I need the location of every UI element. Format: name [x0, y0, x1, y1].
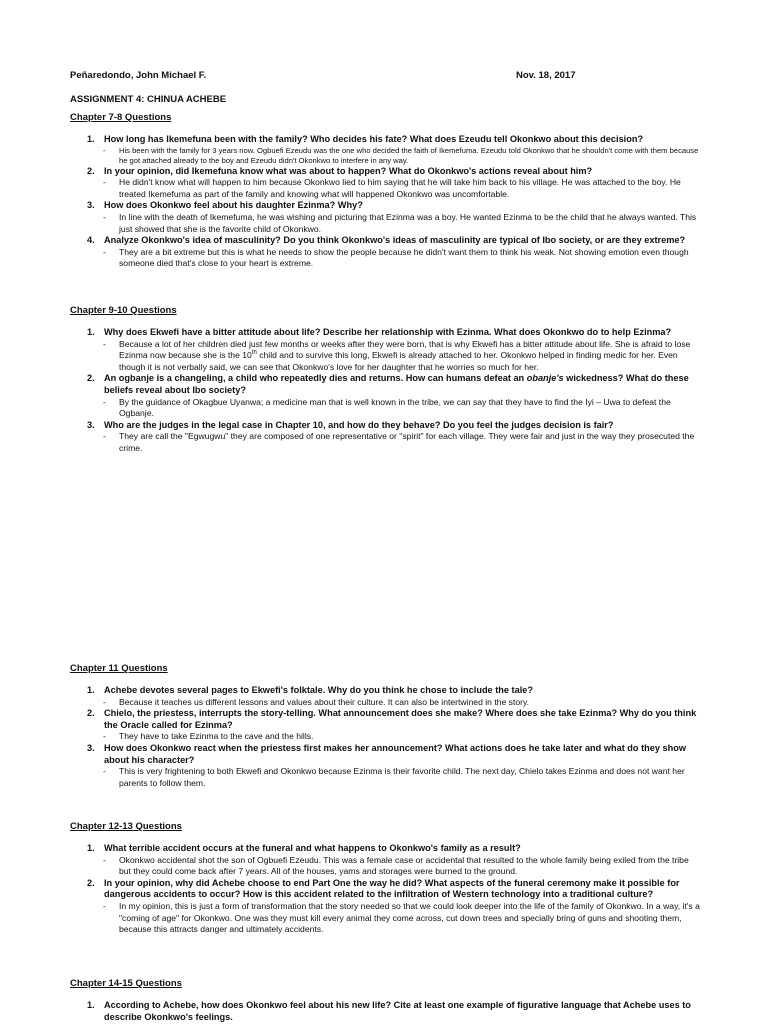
bullet-dash: -: [103, 211, 106, 222]
question-text: How does Okonkwo feel about his daughter Ezinma? Why?: [104, 200, 363, 211]
question-number: 4.: [87, 235, 95, 246]
answer-text-part2: child and to survive this long, Ekwefi is already attached to her. Okonkwo helped in finding medic for her. Even though it is not verbally said, we can see that Okonkwo's love for her daughter that he worries so much for her.: [119, 350, 678, 372]
question-number: 3.: [87, 200, 95, 211]
answer-text: In my opinion, this is just a form of transformation that the story needed so that we could look deeper into the life of the family of Okonkwo. In a way, it's a "coming of age" for Okonkwo. One was they must kill every animal they come across, cut down trees and specially bring of guns and shooting them, because this attracts danger and ultimately accidents.: [119, 900, 700, 935]
bullet-dash: -: [103, 338, 106, 349]
section-chapter-12-13: [70, 821, 700, 936]
question-number: 1.: [87, 327, 95, 337]
question-item: [70, 166, 700, 178]
answer-text: Because it teaches us different lessons and values about their culture. It can also be intertwined in the story.: [119, 696, 530, 707]
section-chapter-7-8: [70, 112, 700, 270]
question-number: 2.: [87, 165, 95, 176]
question-number: 1.: [87, 685, 95, 695]
answer-text: His been with the family for 3 years now. Ogbuefi Ezeudu was the one who decided the faith of Ikemefuma. Ezeudu told Okonkwo that he shouldn't come with them because he got attached already to the boy and Ezeudu didn't Okonkwo to interfere in any way.: [119, 145, 699, 165]
question-text: What terrible accident occurs at the funeral and what happens to Okonkwo's family as a result?: [104, 843, 521, 853]
bullet-dash: -: [103, 145, 106, 155]
answer-item: [70, 766, 700, 789]
question-emphasis: obanje's: [526, 373, 564, 384]
document-date: Nov. 18, 2017: [516, 70, 576, 81]
answer-text: Okonkwo accidental shot the son of Ogbuefi Ezeudu. This was a female case or accidental that resulted to the whole family being exiled from the tribe but they could come back after 7 years. All of the houses, yams and storages were burned to the ground.: [119, 854, 689, 877]
answer-item: [70, 855, 700, 878]
question-item: [70, 878, 700, 901]
question-text: Chielo, the priestess, interrupts the story-telling. What announcement does she make? Where does she take Ezinma? Why do you think the Oracle called for Ezinma?: [104, 708, 697, 730]
answer-item: [70, 212, 700, 235]
question-number: 3.: [87, 419, 95, 430]
bullet-dash: -: [103, 396, 106, 407]
answer-text: They are a bit extreme but this is what he needs to show the people because he didn't want them to think his weak. Not showing emotion even though someone died that's close to your heart is extreme.: [119, 246, 689, 269]
question-item: [70, 743, 700, 766]
header-row: [70, 70, 690, 81]
answer-item: [70, 177, 700, 200]
assignment-title: ASSIGNMENT 4: CHINUA ACHEBE: [70, 94, 227, 105]
answer-text: By the guidance of Okagbue Uyanwa; a medicine man that is well known in the tribe, we can say that they have to find the Iyi – Uwa to defeat the Ogbanje.: [119, 396, 671, 419]
question-number: 1.: [87, 843, 95, 853]
answer-item: [70, 697, 700, 709]
bullet-dash: -: [103, 854, 106, 865]
question-item: [70, 420, 700, 432]
answer-item: [70, 339, 700, 374]
question-item: [70, 134, 700, 146]
question-item: [70, 685, 700, 697]
section-title: Chapter 7-8 Questions: [70, 112, 172, 123]
answer-text: They are call the "Egwugwu" they are composed of one representative or "spirit" for each village. They were fair and just in the way they prosecuted the crime.: [119, 431, 695, 453]
question-item: [70, 235, 700, 247]
question-item: [70, 327, 700, 339]
answer-text: He didn't know what will happen to him because Okonkwo lied to him saying that he will take him back to his village. He was attached to the boy. He treated Ikemefuma as part of the family and knowing what will happened Okonkwo was uncomfortable.: [119, 177, 681, 199]
question-text-part2: wickedness? What do these beliefs reveal about Ibo society?: [104, 373, 689, 395]
question-text: How long has Ikemefuna been with the family? Who decides his fate? What does Ezeudu tell Okonkwo about this decision?: [104, 134, 644, 144]
answer-item: [70, 397, 700, 420]
section-title: Chapter 14-15 Questions: [70, 978, 182, 989]
answer-item: [70, 731, 700, 743]
answer-text-part1: Because a lot of her children died just few months or weeks after they were born, that is why Ekwefi has a bitter attitude about life. She is afraid to lose Ezinma now because she is the 10: [119, 338, 691, 361]
answer-item: [70, 431, 700, 454]
student-name: Peñaredondo, John Michael F.: [70, 70, 207, 81]
answer-item: [70, 146, 700, 166]
answer-item: [70, 247, 700, 270]
section-chapter-14-15: [70, 978, 700, 1023]
question-text: How does Okonkwo react when the priestess first makes her announcement? What actions does he take later and what do they show about his character?: [104, 742, 687, 765]
bullet-dash: -: [103, 900, 106, 911]
answer-superscript: th: [251, 350, 257, 357]
question-number: 2.: [87, 708, 95, 719]
question-text-part1: An ogbanje is a changeling, a child who repeatedly dies and returns. How can humans defeat an: [104, 373, 527, 384]
answer-item: [70, 901, 700, 936]
bullet-dash: -: [103, 431, 106, 442]
question-item: [70, 843, 700, 855]
question-number: 1.: [87, 1000, 95, 1010]
section-title: Chapter 12-13 Questions: [70, 821, 182, 832]
question-item: [70, 373, 700, 396]
question-text: In your opinion, did Ikemefuna know what was about to happen? What do Okonkwo's actions reveal about him?: [104, 165, 593, 176]
question-text: Achebe devotes several pages to Ekwefi's folktale. Why do you think he chose to include the tale?: [104, 685, 533, 695]
question-item: [70, 200, 700, 212]
answer-text: In line with the death of Ikemefuma, he was wishing and picturing that Ezinma was a boy. He wanted Ezinma to be the child that he always wanted. This just showed that she is the favorite child of Okonkwo.: [119, 211, 697, 234]
bullet-dash: -: [103, 246, 106, 257]
question-item: [70, 708, 700, 731]
answer-text: This is very frightening to both Ekwefi and Okonkwo because Ezinma is their favorite child. The next day, Chielo takes Ezinma and does not want her parents to follow them.: [119, 766, 685, 788]
question-text: In your opinion, why did Achebe choose to end Part One the way he did? What aspects of the funeral ceremony make it possible for dangerous accidents to occur? How is this accident related to the infiltration of Western technology into a traditional culture?: [104, 877, 680, 900]
section-title: Chapter 9-10 Questions: [70, 305, 177, 316]
question-text: Who are the judges in the legal case in Chapter 10, and how do they behave? Do you feel the judges decision is fair?: [104, 419, 614, 430]
question-item: [70, 1000, 700, 1023]
question-number: 3.: [87, 742, 95, 753]
bullet-dash: -: [103, 696, 106, 707]
question-text: According to Achebe, how does Okonkwo feel about his new life? Cite at least one example of figurative language that Achebe uses to describe Okonkwo's feelings.: [104, 1000, 691, 1022]
section-chapter-9-10: [70, 305, 700, 455]
question-text: Analyze Okonkwo's idea of masculinity? Do you think Okonkwo's ideas of masculinity are typical of Ibo society, or are they extreme?: [104, 235, 686, 246]
question-text: Why does Ekwefi have a bitter attitude about life? Describe her relationship with Ezinma. What does Okonkwo do to help Ezinma?: [104, 327, 672, 337]
section-title: Chapter 11 Questions: [70, 663, 168, 674]
question-number: 2.: [87, 877, 95, 888]
question-number: 2.: [87, 373, 95, 384]
section-chapter-11: [70, 663, 700, 789]
bullet-dash: -: [103, 766, 106, 777]
answer-text: They have to take Ezinma to the cave and the hills.: [119, 731, 314, 742]
bullet-dash: -: [103, 177, 106, 188]
bullet-dash: -: [103, 731, 106, 742]
question-number: 1.: [87, 134, 95, 144]
